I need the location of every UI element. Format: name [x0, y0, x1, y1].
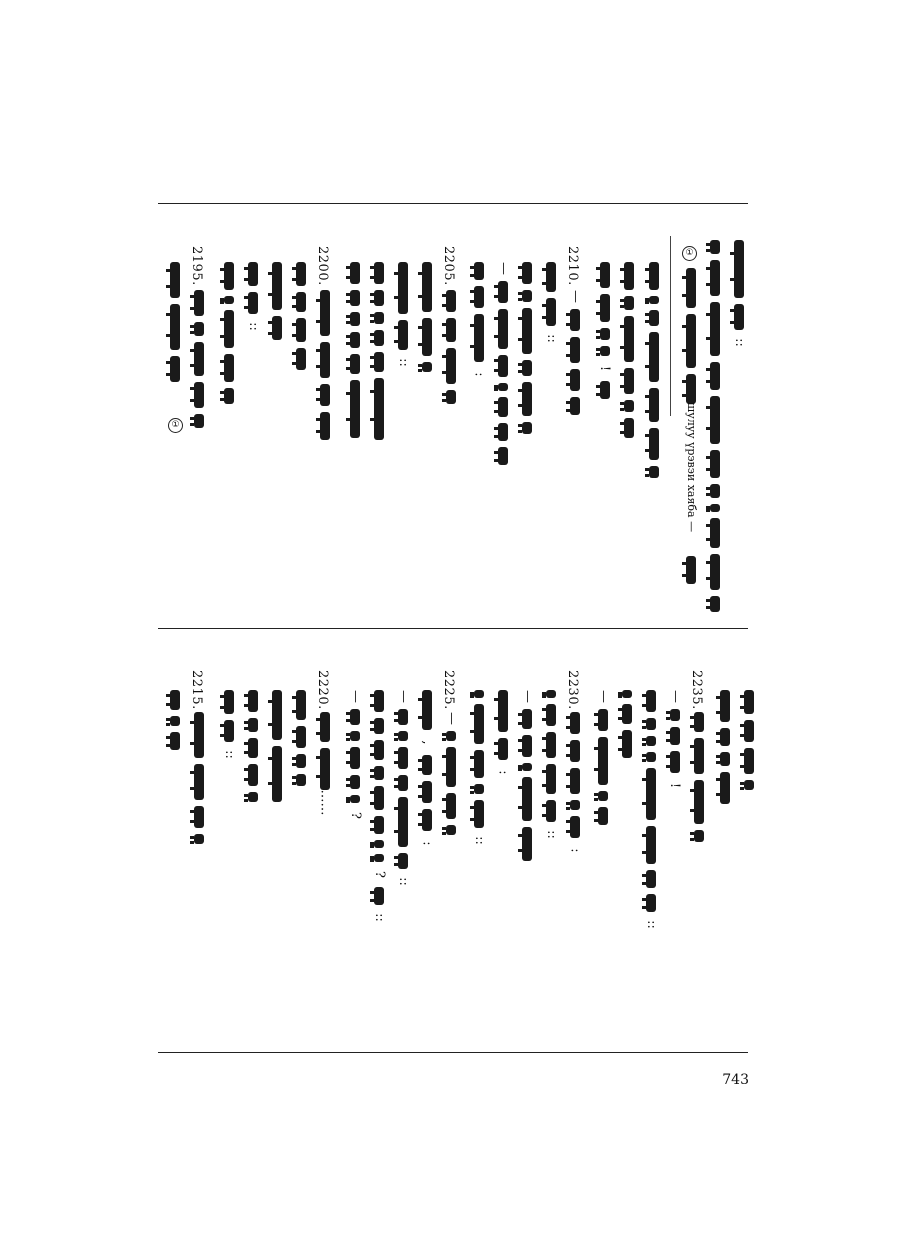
top-rule [158, 203, 748, 204]
line-number: 2215. [189, 670, 204, 710]
footnote-column-2 [706, 240, 724, 618]
text-column [166, 690, 184, 756]
text-column: :: [542, 690, 560, 847]
text-column: — [594, 690, 612, 831]
text-column [346, 262, 364, 444]
line-number: 2235. [689, 670, 704, 710]
text-column [190, 290, 208, 434]
text-column [190, 712, 208, 850]
footnote-marker: ① [682, 246, 697, 261]
text-column [618, 690, 636, 764]
text-column: :: [470, 690, 488, 853]
line-number: 2220. [315, 670, 330, 710]
text-column [442, 290, 460, 410]
text-column: — [494, 262, 512, 471]
text-column: — [566, 290, 584, 421]
footnote-reference: ① [168, 418, 183, 433]
text-column: , : [418, 690, 436, 856]
footnote-separator [670, 236, 671, 416]
footnote-column-1: :: [730, 240, 748, 355]
line-number: 2195. [189, 246, 204, 286]
text-column: — [518, 690, 536, 867]
text-column [740, 690, 758, 796]
line-number: 2210. [565, 246, 580, 286]
line-number: 2230. [565, 670, 580, 710]
line-number: 2225. [441, 670, 456, 710]
text-column [690, 712, 708, 848]
text-column: ? :: [370, 690, 388, 930]
text-column [518, 262, 536, 440]
text-column [268, 690, 286, 808]
text-column [292, 262, 310, 376]
text-column [166, 262, 184, 388]
page-number: 743 [722, 1072, 749, 1088]
text-column [268, 262, 286, 346]
text-column: : [470, 262, 488, 387]
text-column: :: [220, 690, 238, 767]
text-column [316, 290, 334, 446]
text-column: : [566, 712, 584, 863]
text-column: : [494, 690, 512, 785]
footnote-column-3b [682, 556, 700, 590]
text-column: — ! [667, 690, 683, 789]
text-column: — ? [347, 690, 363, 819]
bottom-rule [158, 1052, 748, 1053]
middle-rule [158, 628, 748, 629]
text-column: ! [596, 262, 614, 405]
text-column: :: [542, 262, 560, 351]
line-number: 2200. [315, 246, 330, 286]
footnote-column-3 [682, 268, 700, 410]
text-column: — [442, 712, 460, 841]
text-column: :: [394, 262, 412, 375]
text-column [620, 262, 638, 444]
line-number: 2205. [441, 246, 456, 286]
text-column: :: [244, 262, 262, 339]
text-column [220, 262, 238, 410]
text-column [292, 690, 310, 792]
text-column: — :: [395, 690, 411, 886]
footnote-latin-text: шулуу үрэвэи хаяба — [685, 402, 698, 533]
text-column [645, 262, 663, 484]
text-column: …… [316, 712, 334, 815]
text-column [716, 690, 734, 810]
text-column [418, 262, 436, 378]
text-column [370, 262, 388, 446]
text-column [244, 690, 262, 808]
text-column: :: [642, 690, 660, 937]
